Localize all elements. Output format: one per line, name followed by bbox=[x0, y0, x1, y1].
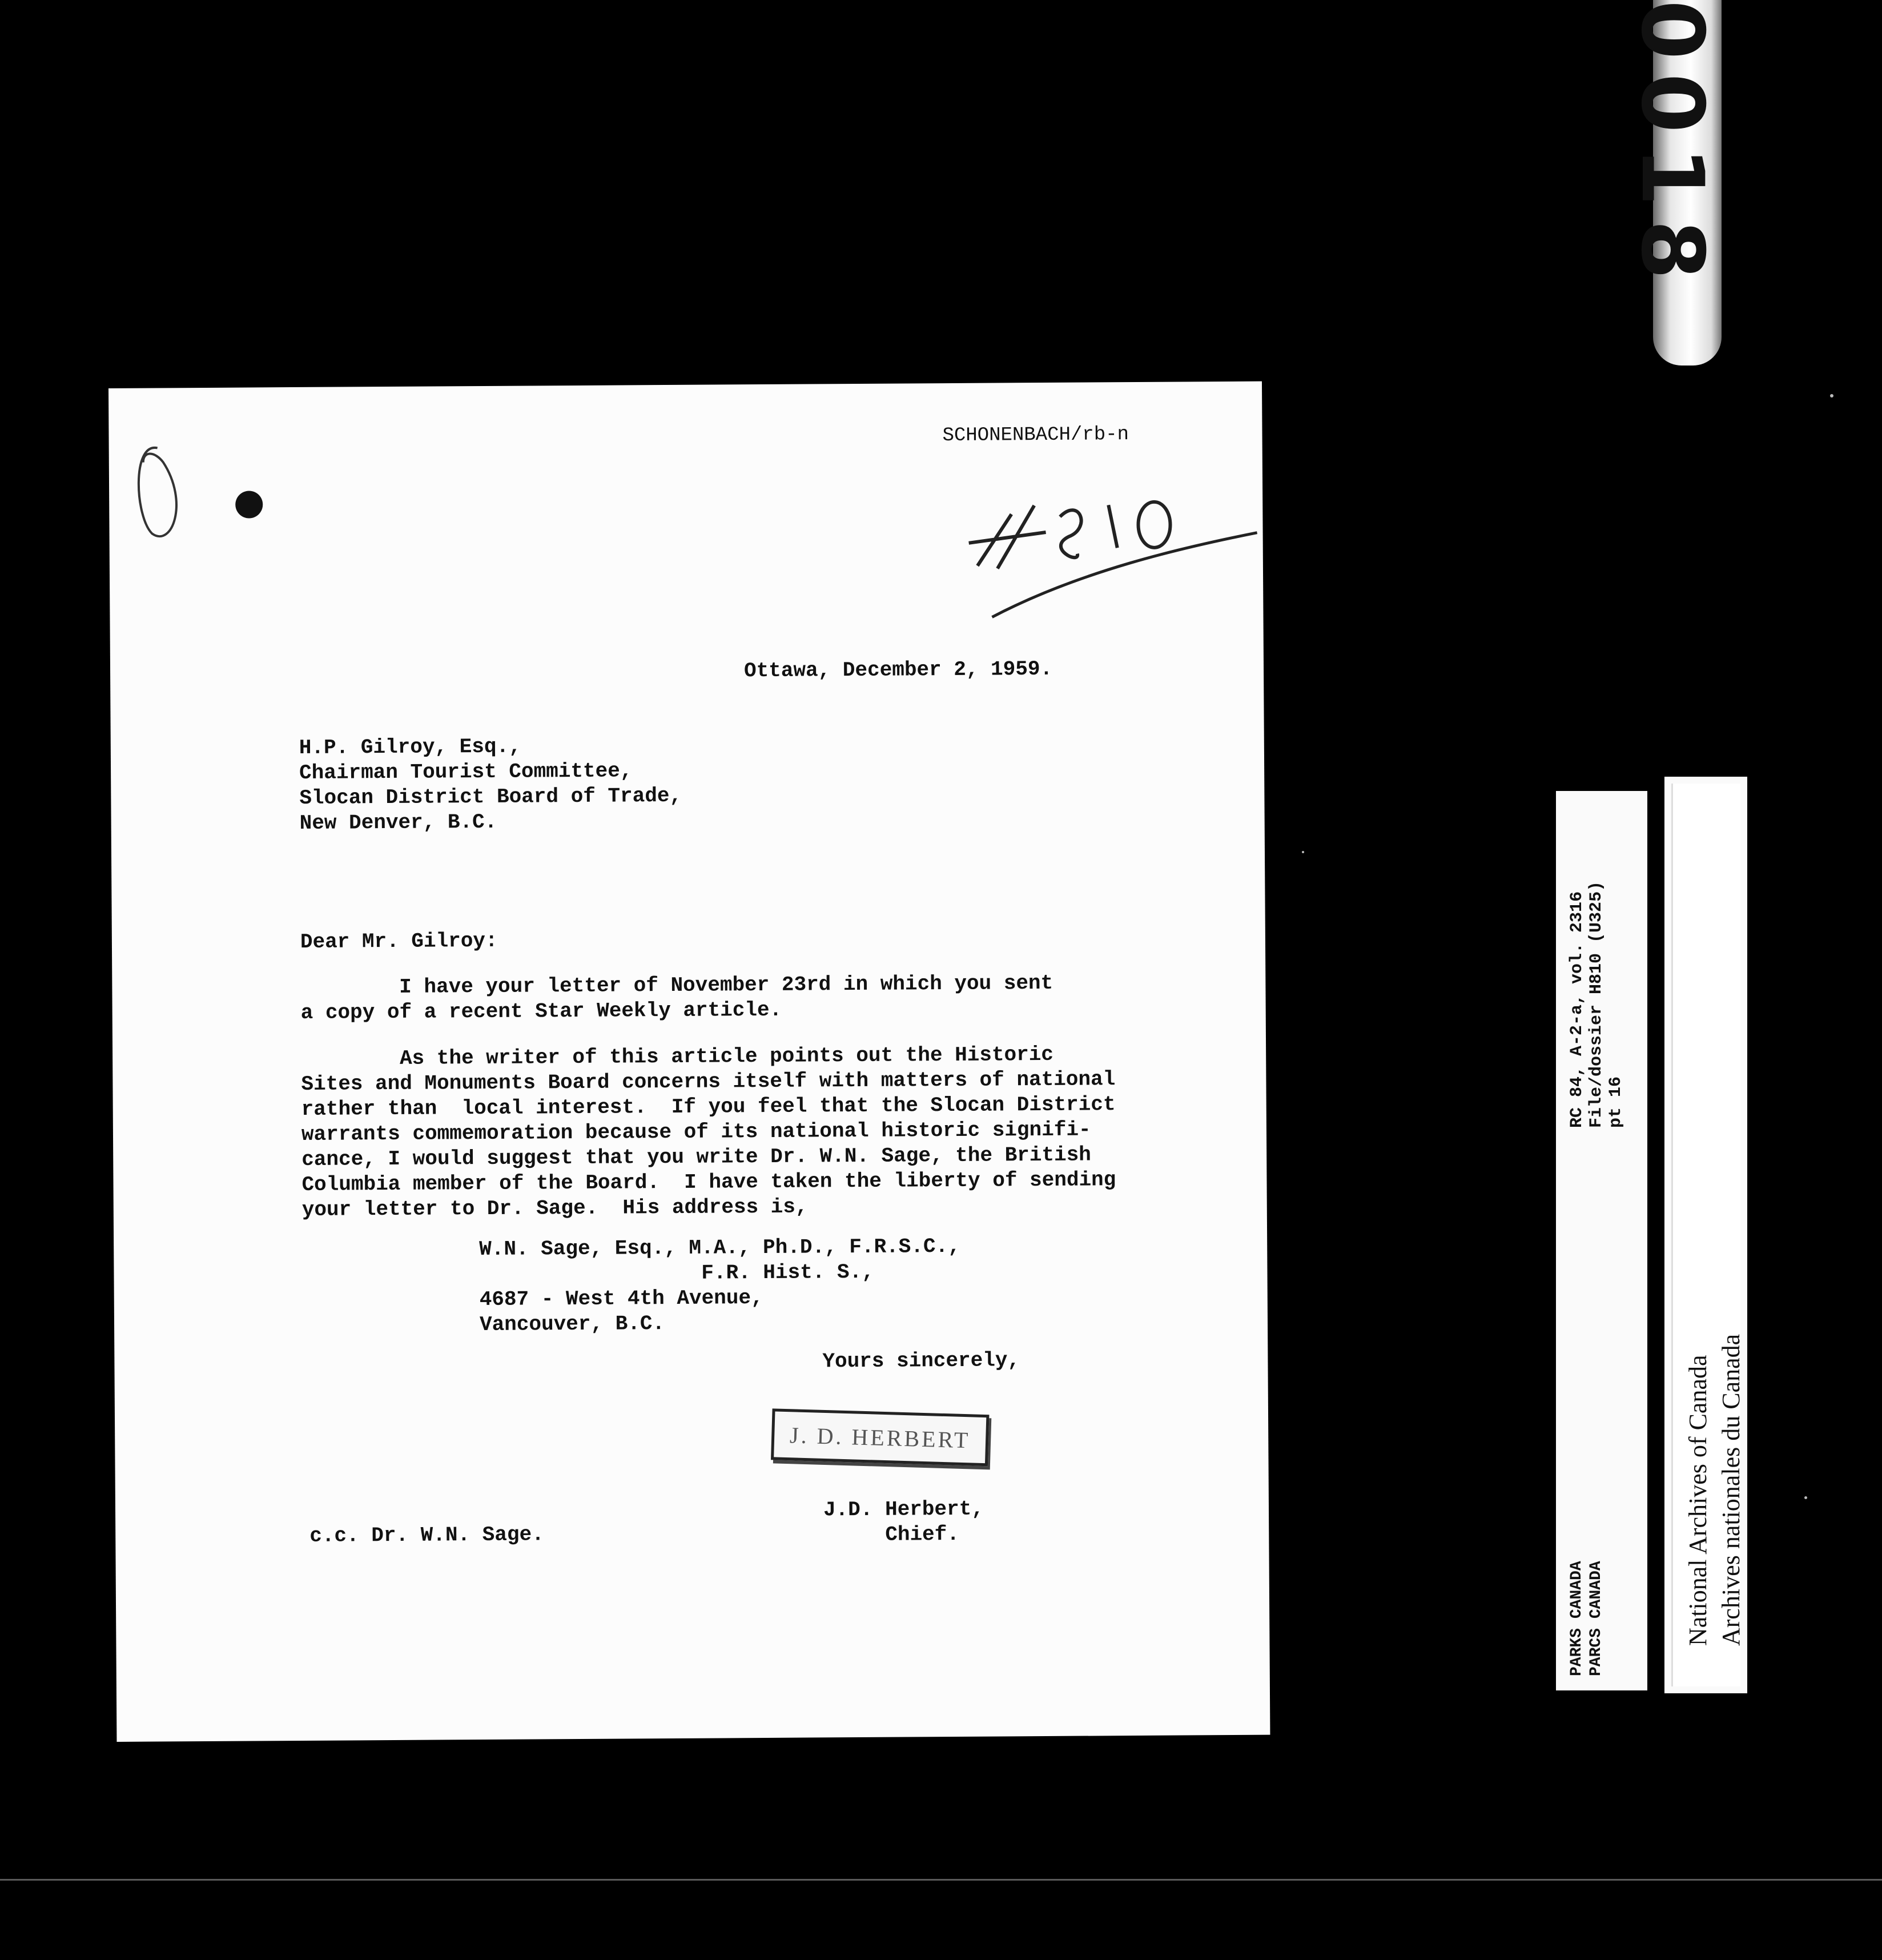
sage-address: W.N. Sage, Esq., M.A., Ph.D., F.R.S.C., F.R. Hist. S., 4687 - West 4th Avenue, Vancouver, B.C. bbox=[479, 1234, 960, 1337]
film-frame-counter bbox=[1622, 0, 1722, 366]
body-paragraph-2: As the writer of this article points out the Historic Sites and Monuments Board concerns itself with matters of national rather than local interest. If you feel that the Slocan District warrants commemoration because of its national historic signifi- cance, I would suggest that you write Dr. W.N. Sage, the British Columbia member of the Board. I have taken the liberty of sending your letter to Dr. Sage. His address is, bbox=[301, 1042, 1116, 1222]
closing: Yours sincerely, bbox=[822, 1348, 1020, 1373]
salutation: Dear Mr. Gilroy: bbox=[300, 929, 498, 954]
letter-reference: SCHONENBACH/rb-n bbox=[942, 424, 1129, 447]
agency-text: PARKS CANADA PARCS CANADA bbox=[1568, 1561, 1605, 1676]
carbon-copy-line: c.c. Dr. W.N. Sage. bbox=[309, 1523, 544, 1548]
letter-date: Ottawa, December 2, 1959. bbox=[743, 657, 1053, 683]
frame-number: 0018 bbox=[1622, 0, 1722, 294]
archive-reference-label bbox=[1556, 791, 1647, 1690]
dust-speck bbox=[1302, 851, 1304, 853]
film-edge-line bbox=[0, 1879, 1882, 1881]
body-paragraph-1: I have your letter of November 23rd in which you sent a copy of a recent Star Weekly article. bbox=[300, 971, 1053, 1025]
national-archives-label bbox=[1664, 777, 1747, 1693]
dust-speck bbox=[1830, 394, 1833, 397]
archive-reference-text: RC 84, A-2-a, vol. 2316 File/dossier H810 (U325) pt 16 bbox=[1567, 881, 1626, 1128]
letter-page bbox=[108, 381, 1270, 1742]
national-archives-text: National Archives of Canada Archives nationales du Canada bbox=[1684, 1334, 1745, 1646]
dust-speck bbox=[1804, 1496, 1807, 1499]
recipient-address: H.P. Gilroy, Esq., Chairman Tourist Committee, Slocan District Board of Trade, New Denver, B.C. bbox=[299, 734, 682, 835]
signature-stamp: J. D. HERBERT bbox=[771, 1408, 989, 1466]
signer-block: J.D. Herbert, Chief. bbox=[823, 1497, 984, 1547]
